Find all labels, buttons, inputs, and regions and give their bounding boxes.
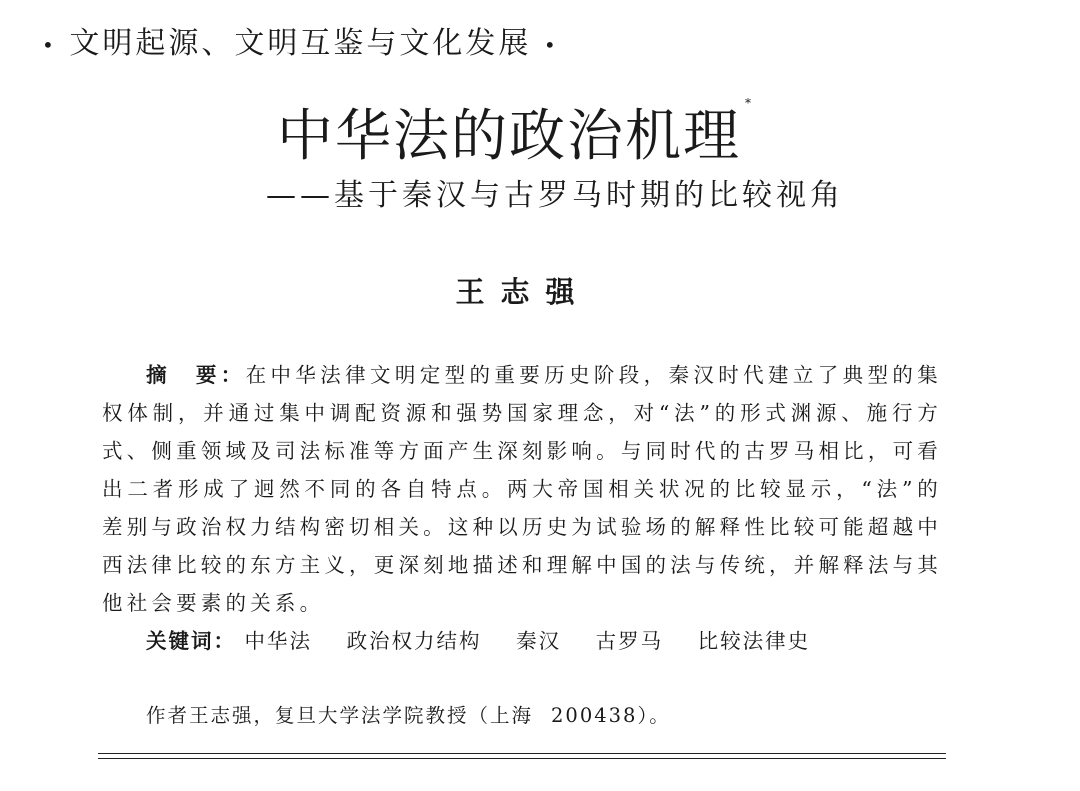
- bullet-right: •: [543, 33, 559, 57]
- keywords-label: 关键词：: [146, 629, 236, 653]
- abstract-paragraph: [102, 356, 942, 622]
- article-title: [0, 92, 1030, 172]
- keyword-item: 政治权力结构: [346, 629, 482, 653]
- article-title-text: 中华法的政治机理: [277, 104, 741, 169]
- keywords-line: [146, 622, 836, 660]
- divider-rule-bottom: [98, 758, 946, 759]
- keyword-item: 中华法: [244, 629, 313, 653]
- bullet-left: •: [42, 33, 57, 57]
- divider-rule-top: [98, 753, 946, 754]
- article-subtitle: ——基于秦汉与古罗马时期的比较视角: [266, 178, 844, 213]
- abstract-label: 摘 要：: [146, 363, 246, 387]
- footnote-closing: ）。: [637, 704, 671, 727]
- footnote-postcode: 200438: [551, 704, 638, 727]
- section-header-text: 文明起源、文明互鉴与文化发展: [69, 26, 532, 61]
- keyword-item: 秦汉: [516, 629, 562, 653]
- section-header: [42, 18, 559, 62]
- author-name: 王志强: [455, 275, 591, 309]
- keyword-item: 古罗马: [595, 629, 664, 653]
- abstract-text: 在中华法律文明定型的重要历史阶段，秦汉时代建立了典型的集权体制，并通过集中调配资源和强势国家理念，对“法”的形式渊源、施行方式、侧重领域及司法标准等方面产生深刻影响。与同时代的古罗马相比，可看出二者形成了迥然不同的各自特点。两大帝国相关状况的比较显示，“法”的差别与政治权力结构密切相关。这种以历史为试验场的解释性比较可能超越中西法律比较的东方主义，更深刻地描述和理解中国的法与传统，并解释法与其他社会要素的关系。: [102, 363, 942, 615]
- title-footnote-mark: *: [745, 96, 753, 110]
- footnote-text: 作者王志强，复旦大学法学院教授（上海: [146, 704, 534, 727]
- keyword-item: 比较法律史: [697, 629, 811, 653]
- author-footnote: [146, 700, 671, 728]
